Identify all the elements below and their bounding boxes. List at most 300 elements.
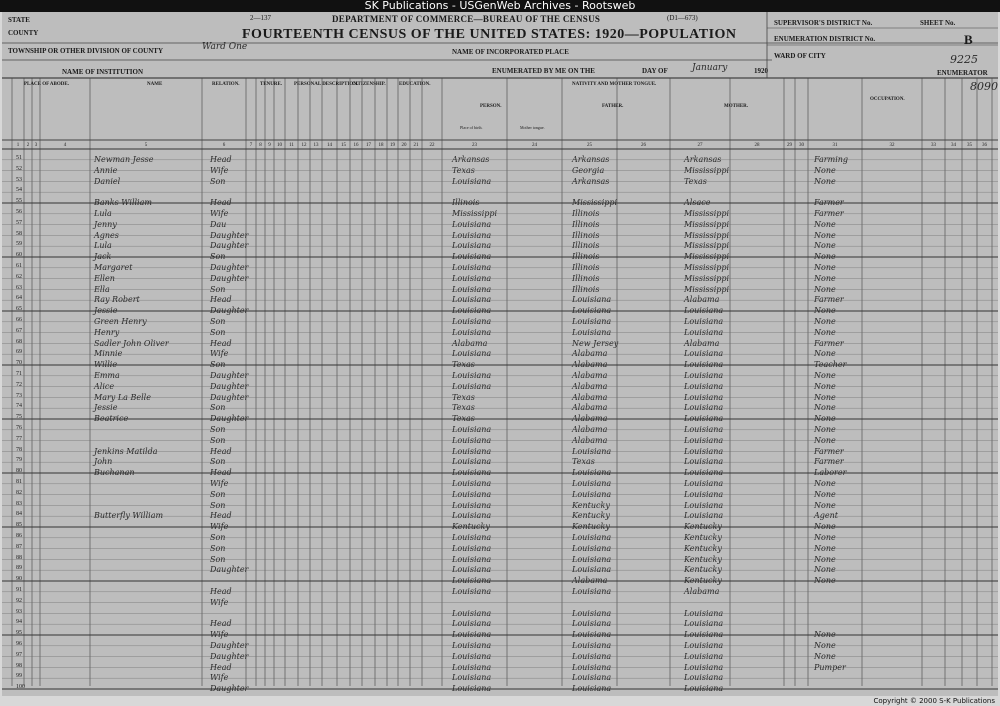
census-grid [2, 12, 998, 696]
row-number: 65 [16, 306, 22, 313]
birthplace: Texas [452, 165, 475, 175]
mother-birthplace: Texas [684, 176, 707, 186]
occupation: None [814, 381, 836, 391]
row-number: 57 [16, 219, 22, 226]
svg-text:23: 23 [472, 143, 477, 148]
birthplace: Texas [452, 360, 475, 370]
svg-text:36: 36 [982, 143, 987, 148]
stamp-top: 9225 [950, 53, 978, 66]
father-birthplace: Alabama [572, 435, 608, 445]
father-birthplace: Illinois [572, 284, 600, 294]
occupation: Pumper [814, 662, 846, 672]
relation: Wife [210, 209, 229, 218]
occupation: None [814, 630, 836, 640]
svg-text:8: 8 [259, 143, 262, 148]
census-sheet [2, 12, 998, 696]
svg-text:5: 5 [144, 143, 148, 148]
birthplace: Louisiana [452, 662, 492, 672]
section-person: PERSON. [480, 104, 502, 109]
relation: Daughter [210, 263, 249, 272]
occupation: None [814, 522, 836, 532]
relation: Wife [210, 349, 229, 359]
row-number: 89 [16, 565, 22, 572]
row-number: 96 [16, 641, 22, 647]
father-birthplace: Louisiana [572, 317, 612, 326]
row-number: 52 [16, 165, 22, 172]
mother-birthplace: Louisiana [684, 662, 724, 672]
relation: Wife [210, 165, 229, 175]
relation: Daughter [210, 414, 249, 424]
incorporated-place-label: NAME OF INCORPORATED PLACE [452, 48, 569, 56]
birthplace: Louisiana [452, 295, 492, 305]
mother-birthplace: Kentucky [684, 576, 722, 586]
birthplace: Louisiana [452, 263, 492, 272]
row-number: 92 [16, 597, 22, 604]
relation: Head [210, 155, 232, 164]
father-birthplace: Louisiana [572, 327, 612, 337]
birthplace: Louisiana [452, 543, 492, 553]
township-label: TOWNSHIP OR OTHER DIVISION OF COUNTY [8, 47, 163, 55]
birthplace: Louisiana [452, 327, 492, 337]
svg-text:33: 33 [931, 143, 936, 148]
year-value: 1920 [754, 67, 768, 75]
father-birthplace: Alabama [572, 576, 608, 586]
birthplace: Louisiana [452, 425, 492, 434]
birthplace: Alabama [452, 338, 488, 348]
father-birthplace: Illinois [572, 230, 600, 240]
father-birthplace: Alabama [572, 349, 608, 359]
father-birthplace: Louisiana [572, 306, 612, 316]
mother-birthplace: Kentucky [684, 554, 722, 564]
relation: Wife [210, 597, 229, 607]
person-name: John [94, 457, 113, 467]
occupation: None [814, 219, 836, 229]
person-name: Beatrice [94, 414, 129, 424]
svg-text:35: 35 [967, 143, 972, 148]
mother-birthplace: Louisiana [684, 306, 724, 316]
person-name: Agnes [94, 230, 119, 240]
mother-birthplace: Mississippi [684, 263, 730, 272]
section-education: EDUCATION. [399, 82, 431, 87]
person-name: Buchanan [94, 468, 135, 478]
birthplace: Louisiana [452, 371, 492, 380]
mother-birthplace: Louisiana [684, 446, 724, 456]
relation: Son [210, 500, 226, 510]
row-number: 74 [16, 403, 22, 410]
mother-birthplace: Louisiana [684, 684, 724, 694]
month-value: January [692, 63, 728, 73]
person-name: Lula [94, 241, 112, 251]
relation: Son [210, 360, 226, 370]
occupation: Farming [814, 155, 849, 164]
sheet-label: SHEET No. [920, 19, 956, 27]
svg-text:17: 17 [366, 143, 371, 148]
mother-birthplace: Mississippi [684, 219, 730, 229]
person-mother-tongue: Mother tongue. [520, 125, 545, 130]
relation: Daughter [210, 651, 249, 661]
row-number: 91 [16, 587, 22, 593]
birthplace: Louisiana [452, 252, 492, 262]
birthplace: Louisiana [452, 500, 492, 510]
row-number: 81 [16, 479, 22, 485]
occupation: None [814, 489, 836, 499]
relation: Head [210, 295, 232, 305]
mother-birthplace: Alabama [684, 295, 720, 305]
birthplace: Kentucky [452, 522, 490, 532]
row-number: 95 [16, 630, 22, 637]
mother-birthplace: Louisiana [684, 425, 724, 434]
mother-birthplace: Alsace [684, 198, 711, 208]
mother-birthplace: Louisiana [684, 403, 724, 413]
row-number: 66 [16, 317, 22, 323]
birthplace: Louisiana [452, 306, 492, 316]
occupation: None [814, 403, 836, 413]
birthplace: Louisiana [452, 479, 492, 488]
father-birthplace: Arkansas [572, 176, 610, 186]
person-place-of-birth: Place of birth. [460, 125, 483, 130]
birthplace: Louisiana [452, 230, 492, 240]
occupation: None [814, 565, 836, 575]
sheet-letter: B [964, 32, 973, 47]
father-birthplace: Louisiana [572, 587, 612, 596]
father-birthplace: Louisiana [572, 554, 612, 564]
person-name: Jenkins Matilda [94, 446, 158, 456]
person-name: Willie [94, 360, 118, 370]
row-number: 85 [16, 522, 22, 529]
row-number: 76 [16, 425, 22, 431]
father-birthplace: Mississippi [572, 198, 618, 208]
section-name: NAME [147, 82, 163, 87]
person-name: Newman Jesse [94, 155, 154, 164]
form-code-right: (D1—673) [667, 14, 698, 22]
relation: Wife [210, 522, 229, 532]
birthplace: Louisiana [452, 641, 492, 650]
birthplace: Louisiana [452, 533, 492, 542]
mother-birthplace: Mississippi [684, 252, 730, 262]
relation: Head [210, 468, 232, 478]
birthplace: Louisiana [452, 176, 492, 186]
person-name: Banks William [94, 198, 152, 208]
birthplace: Louisiana [452, 241, 492, 251]
father-birthplace: Louisiana [572, 630, 612, 640]
row-number: 62 [16, 273, 22, 280]
birthplace: Louisiana [452, 273, 492, 283]
svg-text:22: 22 [429, 143, 435, 148]
mother-birthplace: Louisiana [684, 317, 724, 326]
row-number: 54 [16, 187, 22, 194]
mother-birthplace: Louisiana [684, 360, 724, 370]
father-birthplace: Alabama [572, 360, 608, 370]
institution-label: NAME OF INSTITUTION [62, 68, 144, 76]
person-name: Emma [94, 371, 120, 380]
father-birthplace: Alabama [572, 414, 608, 424]
row-number: 67 [16, 327, 22, 334]
relation: Son [210, 327, 226, 337]
person-name: Henry [94, 327, 120, 337]
relation: Son [210, 533, 226, 542]
person-name: Lula [94, 209, 112, 218]
birthplace: Louisiana [452, 457, 492, 467]
section-tenure: TENURE. [260, 82, 283, 87]
relation: Daughter [210, 381, 249, 391]
svg-text:18: 18 [378, 143, 384, 148]
father-birthplace: Alabama [572, 371, 608, 380]
father-birthplace: Alabama [572, 381, 608, 391]
occupation: None [814, 425, 836, 434]
birthplace: Louisiana [452, 489, 492, 499]
mother-birthplace: Mississippi [684, 230, 730, 240]
mother-birthplace: Louisiana [684, 435, 724, 445]
birthplace: Louisiana [452, 435, 492, 445]
relation: Head [210, 198, 232, 208]
stamp-side: 8090 [970, 80, 998, 93]
person-name: Ray Robert [94, 295, 140, 305]
father-birthplace: Illinois [572, 241, 600, 251]
occupation: None [814, 317, 836, 326]
father-birthplace: Louisiana [572, 608, 612, 618]
father-birthplace: Louisiana [572, 641, 612, 650]
father-birthplace: Louisiana [572, 533, 612, 542]
father-birthplace: Illinois [572, 252, 600, 262]
enumerator-label: ENUMERATOR [937, 69, 988, 77]
relation: Son [210, 425, 226, 434]
copyright-notice: Copyright © 2000 S-K Publications [870, 696, 998, 706]
relation: Daughter [210, 371, 249, 380]
row-number: 58 [16, 230, 22, 237]
occupation: None [814, 576, 836, 586]
occupation: None [814, 241, 836, 251]
occupation: None [814, 273, 836, 283]
person-name: Jack [94, 252, 112, 262]
section-place: PLACE OF ABODE. [24, 82, 69, 87]
mother-birthplace: Louisiana [684, 349, 724, 359]
mother-birthplace: Arkansas [684, 155, 722, 164]
occupation: None [814, 414, 836, 424]
occupation: None [814, 554, 836, 564]
relation: Daughter [210, 273, 249, 283]
mother-birthplace: Louisiana [684, 457, 724, 467]
person-name: Jessie [94, 306, 118, 316]
township-value: Ward One [202, 42, 248, 52]
mother-birthplace: Mississippi [684, 273, 730, 283]
relation: Son [210, 543, 226, 553]
relation: Head [210, 446, 232, 456]
person-name: Ella [94, 284, 110, 294]
birthplace: Texas [452, 392, 475, 402]
father-birthplace: Illinois [572, 219, 600, 229]
mother-birthplace: Kentucky [684, 543, 722, 553]
mother-birthplace: Louisiana [684, 608, 724, 618]
svg-text:29: 29 [787, 143, 792, 148]
row-number: 64 [16, 295, 22, 302]
section-mother: MOTHER. [724, 104, 749, 109]
mother-birthplace: Mississippi [684, 165, 730, 175]
row-number: 100 [16, 684, 25, 691]
father-birthplace: Louisiana [572, 479, 612, 488]
row-number: 98 [16, 662, 22, 669]
svg-text:7: 7 [249, 143, 253, 148]
svg-text:28: 28 [754, 143, 760, 148]
birthplace: Louisiana [452, 630, 492, 640]
birthplace: Texas [452, 403, 475, 413]
relation: Daughter [210, 565, 249, 575]
person-name: Margaret [94, 263, 133, 272]
father-birthplace: Kentucky [572, 500, 610, 510]
occupation: Farmer [814, 457, 844, 467]
person-name: Jenny [94, 219, 117, 229]
father-birthplace: Louisiana [572, 662, 612, 672]
occupation: Teacher [814, 360, 847, 370]
mother-birthplace: Louisiana [684, 489, 724, 499]
svg-text:27: 27 [697, 143, 703, 148]
mother-birthplace: Kentucky [684, 565, 722, 575]
svg-text:10: 10 [277, 143, 282, 148]
occupation: None [814, 252, 836, 262]
row-number: 71 [16, 371, 22, 377]
relation: Head [210, 619, 232, 629]
relation: Head [210, 511, 232, 521]
row-number: 97 [16, 651, 22, 658]
father-birthplace: Alabama [572, 392, 608, 402]
relation: Son [210, 554, 226, 564]
mother-birthplace: Mississippi [684, 209, 730, 218]
person-name: Jessie [94, 403, 118, 413]
person-name: Butterfly William [94, 511, 164, 521]
state-label: STATE [8, 16, 30, 24]
mother-birthplace: Mississippi [684, 241, 730, 251]
svg-text:34: 34 [951, 143, 956, 148]
father-birthplace: Illinois [572, 273, 600, 283]
supervisor-district-label: SUPERVISOR'S DISTRICT No. [774, 19, 873, 27]
occupation: Farmer [814, 198, 844, 208]
birthplace: Arkansas [452, 155, 490, 164]
father-birthplace: Louisiana [572, 565, 612, 575]
occupation: None [814, 392, 836, 402]
mother-birthplace: Louisiana [684, 619, 724, 629]
birthplace: Louisiana [452, 381, 492, 391]
relation: Son [210, 252, 226, 262]
department-heading: DEPARTMENT OF COMMERCE—BUREAU OF THE CENSUS [332, 14, 601, 24]
relation: Son [210, 403, 226, 413]
birthplace: Louisiana [452, 446, 492, 456]
svg-text:24: 24 [532, 143, 537, 148]
row-number: 77 [16, 435, 22, 442]
person-name: Sadler John Oliver [94, 338, 169, 348]
row-number: 93 [16, 608, 22, 615]
occupation: None [814, 230, 836, 240]
person-name: Annie [94, 165, 118, 175]
mother-birthplace: Louisiana [684, 414, 724, 424]
row-number: 80 [16, 468, 22, 475]
relation: Wife [210, 479, 229, 488]
row-number: 60 [16, 252, 22, 259]
svg-text:26: 26 [641, 143, 646, 148]
person-name: Daniel [94, 176, 121, 186]
mother-birthplace: Louisiana [684, 327, 724, 337]
birthplace: Illinois [452, 198, 480, 208]
father-birthplace: Louisiana [572, 619, 612, 629]
svg-text:16: 16 [353, 143, 359, 148]
father-birthplace: Louisiana [572, 468, 612, 478]
row-number: 79 [16, 457, 22, 464]
mother-birthplace: Louisiana [684, 651, 724, 661]
svg-text:21: 21 [413, 143, 419, 148]
birthplace: Louisiana [452, 565, 492, 575]
mother-birthplace: Alabama [684, 587, 720, 596]
census-title: FOURTEENTH CENSUS OF THE UNITED STATES: 1920—POPULATION [242, 27, 737, 42]
mother-birthplace: Louisiana [684, 511, 724, 521]
mother-birthplace: Mississippi [684, 284, 730, 294]
person-name: Minnie [94, 349, 123, 359]
svg-text:19: 19 [390, 143, 395, 148]
father-birthplace: New Jersey [572, 338, 619, 348]
row-number: 56 [16, 209, 22, 215]
svg-text:20: 20 [401, 143, 407, 148]
row-number: 53 [16, 176, 22, 183]
section-father: FATHER. [602, 104, 624, 109]
relation: Daughter [210, 241, 249, 251]
birthplace: Louisiana [452, 684, 492, 694]
occupation: None [814, 543, 836, 553]
occupation: None [814, 651, 836, 661]
section-citizenship: CITIZENSHIP. [352, 82, 386, 87]
svg-text:3: 3 [34, 143, 38, 148]
relation: Son [210, 317, 226, 326]
row-number: 51 [16, 155, 22, 161]
occupation: None [814, 165, 836, 175]
birthplace: Louisiana [452, 673, 492, 683]
relation: Head [210, 662, 232, 672]
father-birthplace: Texas [572, 457, 595, 467]
birthplace: Mississippi [452, 209, 498, 218]
relation: Daughter [210, 306, 249, 316]
relation: Son [210, 284, 226, 294]
father-birthplace: Louisiana [572, 489, 612, 499]
birthplace: Louisiana [452, 317, 492, 326]
occupation: None [814, 284, 836, 294]
row-number: 63 [16, 284, 22, 291]
occupation: None [814, 533, 836, 542]
father-birthplace: Louisiana [572, 673, 612, 683]
relation: Son [210, 176, 226, 186]
birthplace: Louisiana [452, 608, 492, 618]
row-number: 72 [16, 381, 22, 388]
svg-text:32: 32 [889, 143, 895, 148]
mother-birthplace: Louisiana [684, 479, 724, 488]
occupation: None [814, 263, 836, 272]
occupation: Farmer [814, 446, 844, 456]
row-number: 84 [16, 511, 22, 518]
section-relation: RELATION. [212, 82, 240, 87]
father-birthplace: Louisiana [572, 651, 612, 661]
person-name: Alice [94, 381, 115, 391]
father-birthplace: Georgia [572, 165, 605, 175]
occupation: None [814, 500, 836, 510]
occupation: None [814, 371, 836, 380]
birthplace: Louisiana [452, 554, 492, 564]
occupation: None [814, 306, 836, 316]
row-number: 75 [16, 414, 22, 421]
relation: Wife [210, 630, 229, 640]
svg-text:12: 12 [301, 143, 307, 148]
row-number: 83 [16, 500, 22, 507]
svg-text:14: 14 [327, 143, 332, 148]
county-label: COUNTY [8, 29, 39, 37]
enumeration-district-label: ENUMERATION DISTRICT No. [774, 35, 876, 43]
relation: Head [210, 587, 232, 596]
section-occupation: OCCUPATION. [870, 97, 905, 102]
svg-text:1: 1 [16, 143, 20, 148]
